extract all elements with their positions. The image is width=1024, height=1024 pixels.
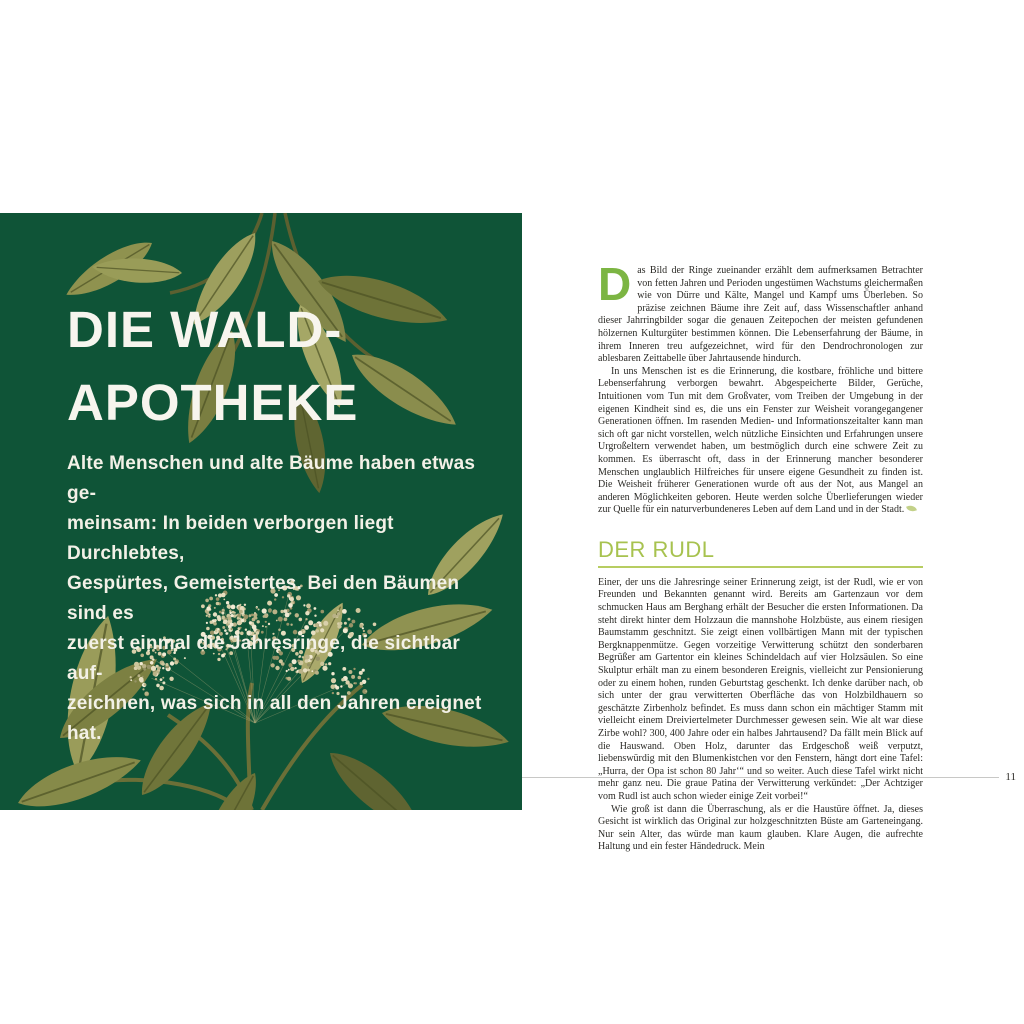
chapter-intro-line: zuerst einmal die Jahresringe, die sichtbar auf- (67, 633, 460, 684)
leaf-ornament-icon (906, 504, 917, 514)
footer-rule (522, 777, 999, 778)
chapter-intro-line: zeichnen, was sich in all den Jahren ereignet hat. (67, 693, 482, 744)
paragraph-2-text: In uns Menschen ist es die Erinnerung, die kostbare, fröhliche und bittere Lebenserfahrung verborgen bewahrt. Abgespeicherte Bilder, Gerüche, Intuitionen vom Tun mit dem Großvater, vom Treiben der Umgebung in der eigenen Kindheit sind es, die uns ein Fenster zur Weisheit vorangegangener Generationen öffnen. Im rasenden Medien- und Informationszeitalter kann man sich oft gar nicht vorstellen, welch nützliche Einsichten und Erfahrungen unsere Urgroßeltern verwendet haben, um bestmöglich durch eine schwere Zeit zu kommen. Es überrascht oft, dass in der Erinnerung mancher besonderer Menschen unglaublich Hilfreiches für unsere eigene Gesundheit zu finden ist. Die Weisheit früherer Generationen wurde oft aus der Not, aus Mangel an anderen Möglichkeiten geboren. Heute werden solche Überlieferungen wieder zur Quelle für ein naturverbundeneres Leben auf dem Land und in der Stadt. (598, 365, 923, 516)
text-column (598, 258, 923, 854)
chapter-intro (67, 449, 487, 749)
section-rule (598, 566, 923, 568)
paragraph-4: Wie groß ist dann die Überraschung, als er die Haustüre öffnet. Ja, dieses Gesicht ist wirklich das Original zur holzgeschnitzten Büste am Garteneingang. Nur sein Alter, das würde man kaum glauben. Klare Augen, die aufrechte Haltung und ein fester Händedruck. Mein (598, 803, 923, 853)
paragraph-1-text: as Bild der Ringe zueinander erzählt dem aufmerksamen Betrachter von fetten Jahren und Perioden ungestümen Wachstums gleichermaßen wie von Dürre und Kälte, Mangel und Kampf ums Überleben. So präzise zeichnen Bäume ihre Zeit auf, dass Wissenschaftler anhand dieser Jahrringbilder sogar die genauen Zeitepochen der meisten gefundenen hölzernen Kulturgüter bestimmen können. Die Lebenserfahrung der Bäume, in ihrem Inneren treu aufgezeichnet, wird für den Dendrochronologen zur ablesbaren Zeittabelle über Jahrtausende hindurch. (598, 265, 923, 365)
chapter-title-line2: APOTHEKE (67, 374, 359, 431)
paragraph-1 (598, 258, 923, 366)
paragraph-3: Einer, der uns die Jahresringe seiner Erinnerung zeigt, ist der Rudl, wie er von Freunden und Bekannten genannt wird. Bereits am Gartenzaun vor dem schmucken Haus am Berghang erhält der Besucher die ersten Informationen. Da steht direkt hinter dem Holzzaun die mannshohe Holzbüste, aus einem riesigen Baumstamm geschnitzt. Sie zeigt einen vollbärtigen Mann mit der typischen Bergknappenmütze. Gegen vorzeitige Verwitterung schützt den sonderbaren Begrüßer am Gartentor ein kleines Schindeldach auf vier Holzsäulen. So eine Skulptur erhält man zu einem besonderen Ereignis, vielleicht zur Pensionierung oder zu einem hohen, runden Geburtstag geschenkt. Ich denke darüber nach, ob sich unter der grau verwitterten Oberfläche das von Holzbildhauern so geschätzte Zirbenholz befindet. Es muss dann schon ein mächtiger Stamm mit vielleicht einem Dreiviertelmeter Durchmesser gewesen sein. Wie alt war diese Zirbe wohl? 300, 400 Jahre oder ein halbes Jahrtausend? Da fällt mein Blick auf die Hauswand. Oben Holz, darunter das Erdgeschoß weiß verputzt, liebenswürdig mit den Blumenkistchen vor den Fenstern, hängt dort eine Tafel: „Hurra, der Opa ist schon 80 Jahr‘“ und so weiter. Auch diese Tafel wirkt nicht mehr ganz neu. Die graue Patina der Verwitterung verkündet: „Der Achtziger vom Rudl ist auch schon wieder einige Zeit vorbei!“ (598, 576, 923, 802)
chapter-intro-line: meinsam: In beiden verborgen liegt Durchlebtes, (67, 513, 394, 564)
drop-cap: D (598, 258, 632, 310)
chapter-intro-line: Gespürtes, Gemeistertes. Bei den Bäumen sind es (67, 573, 460, 624)
chapter-title (67, 293, 358, 439)
left-page (0, 213, 522, 810)
chapter-title-line1: DIE WALD- (67, 301, 343, 358)
section-heading: DER RUDL (598, 536, 715, 562)
paragraph-2 (598, 366, 923, 517)
page-number: 11 (1005, 771, 1016, 783)
page-footer (522, 771, 1016, 783)
chapter-intro-line: Alte Menschen und alte Bäume haben etwas ge- (67, 453, 476, 504)
